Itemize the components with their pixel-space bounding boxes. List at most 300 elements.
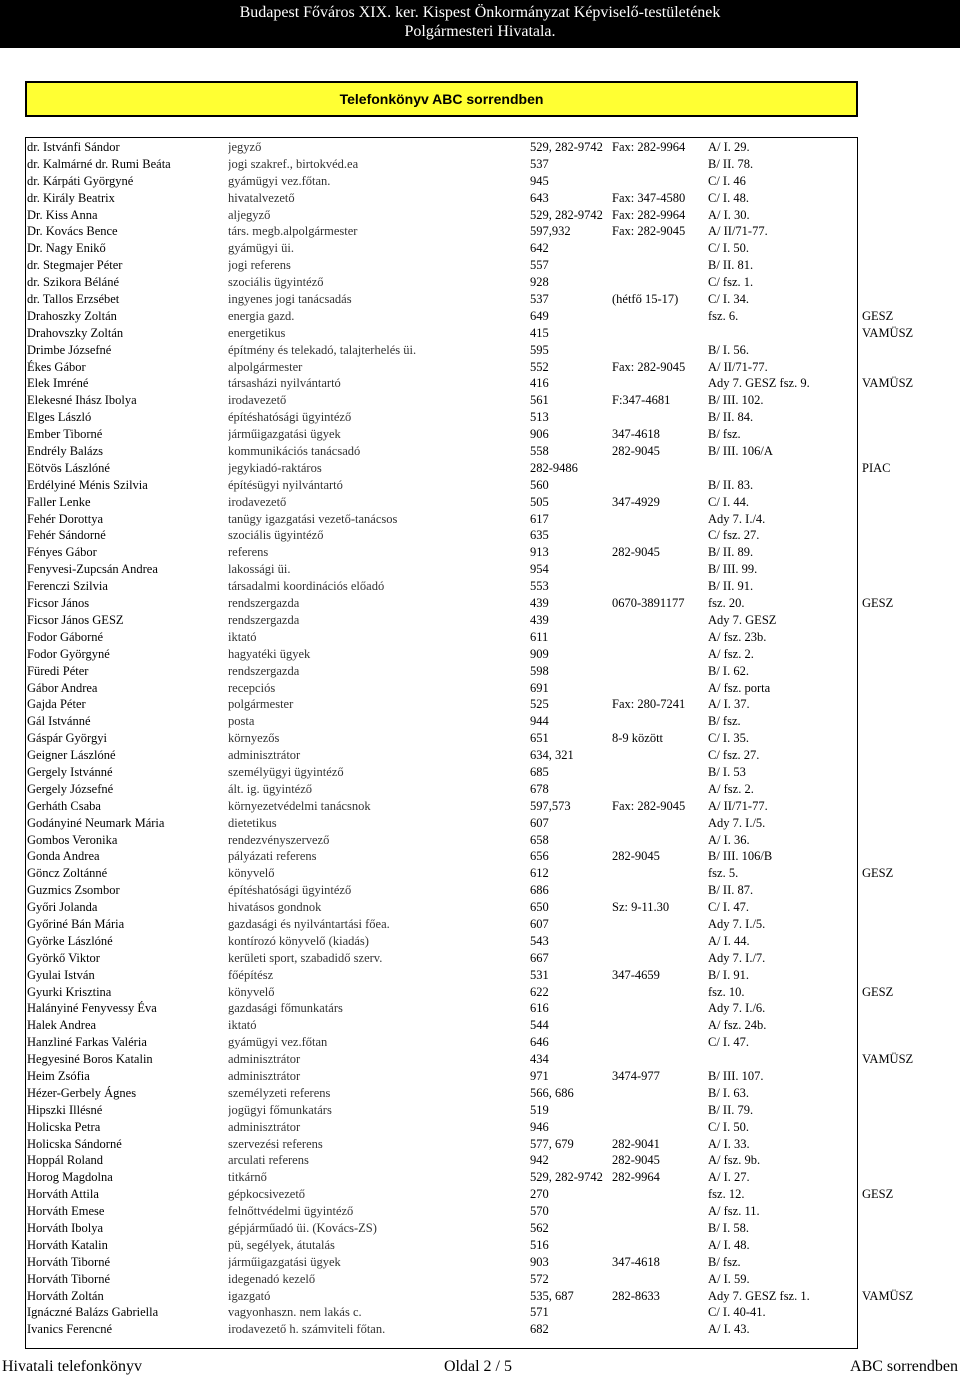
phone-cell: 634, 321: [530, 748, 574, 763]
fax-cell: 282-9964: [612, 1170, 660, 1185]
room-cell: A/ I. 44.: [708, 933, 750, 948]
table-row: [0, 1288, 960, 1305]
room-cell: B/ III. 107.: [708, 1068, 764, 1083]
name-cell: Fodor Gáborné: [27, 629, 104, 644]
phone-cell: 942: [530, 1153, 549, 1168]
room-cell: fsz. 5.: [708, 866, 739, 881]
phone-cell: 622: [530, 984, 549, 999]
name-cell: Ékes Gábor: [27, 359, 86, 374]
room-cell: C/ I. 50.: [708, 1119, 749, 1134]
phone-cell: 572: [530, 1271, 549, 1286]
table-row: [0, 1000, 960, 1017]
footer-left: Hivatali telefonkönyv: [2, 1358, 142, 1375]
room-cell: fsz. 6.: [708, 308, 739, 323]
phone-cell: 519: [530, 1102, 549, 1117]
fax-cell: 282-9045: [612, 444, 660, 459]
room-cell: A/ I. 33.: [708, 1136, 750, 1151]
phone-cell: 682: [530, 1322, 549, 1337]
name-cell: Holicska Sándorné: [27, 1136, 122, 1151]
phone-cell: 612: [530, 866, 549, 881]
role-cell: alpolgármester: [228, 359, 303, 374]
table-row: [0, 696, 960, 713]
name-cell: Heim Zsófia: [27, 1068, 90, 1083]
room-cell: Ady 7. I./7.: [708, 950, 766, 965]
role-cell: gazdasági és nyilvántartási főea.: [228, 916, 390, 931]
room-cell: B/ II. 89.: [708, 545, 754, 560]
table-row: [0, 798, 960, 815]
name-cell: Győriné Bán Mária: [27, 916, 125, 931]
phone-cell: 646: [530, 1035, 549, 1050]
role-cell: építéshatósági ügyintéző: [228, 410, 352, 425]
name-cell: dr. Istvánfi Sándor: [27, 140, 120, 154]
role-cell: vagyonhaszn. nem lakás c.: [228, 1305, 362, 1320]
table-row: [0, 291, 960, 308]
table-row: [0, 477, 960, 494]
phone-cell: 566, 686: [530, 1085, 574, 1100]
table-row: [0, 1068, 960, 1085]
name-cell: dr. Tallos Erzsébet: [27, 292, 120, 307]
room-cell: B/ II. 81.: [708, 258, 754, 273]
room-cell: B/ fsz.: [708, 714, 741, 729]
unit-cell: VAMÜSZ: [862, 376, 914, 391]
phone-cell: 903: [530, 1254, 549, 1269]
phone-cell: 529, 282-9742: [530, 140, 603, 154]
name-cell: Dr. Kiss Anna: [27, 207, 98, 222]
role-cell: gyámügyi üi.: [228, 241, 294, 256]
phone-cell: 909: [530, 646, 549, 661]
name-cell: Elekesné Ihász Ibolya: [27, 393, 137, 408]
phone-cell: 505: [530, 494, 549, 509]
room-cell: fsz. 12.: [708, 1187, 745, 1202]
table-row: [0, 713, 960, 730]
table-row: [0, 1136, 960, 1153]
page-title: Telefonkönyv ABC sorrendben: [25, 81, 858, 117]
table-row: [0, 781, 960, 798]
table-row: [0, 1119, 960, 1136]
room-cell: C/ I. 40-41.: [708, 1305, 766, 1320]
role-cell: építmény és telekadó, talajterhelés üi.: [228, 342, 417, 357]
name-cell: Győri Jolanda: [27, 900, 98, 915]
role-cell: környezetvédelmi tanácsnok: [228, 798, 371, 813]
role-cell: gyámügyi vez.főtan.: [228, 173, 331, 188]
fax-cell: (hétfő 15-17): [612, 292, 679, 307]
phone-cell: 516: [530, 1237, 549, 1252]
room-cell: A/ fsz. 9b.: [708, 1153, 761, 1168]
table-row: [0, 1271, 960, 1288]
name-cell: Guzmics Zsombor: [27, 883, 120, 898]
role-cell: hagyatéki ügyek: [228, 646, 311, 661]
room-cell: B/ I. 62.: [708, 663, 749, 678]
room-cell: A/ I. 30.: [708, 207, 750, 222]
table-row: [0, 612, 960, 629]
fax-cell: 8-9 között: [612, 731, 664, 746]
room-cell: C/ I. 34.: [708, 292, 749, 307]
unit-cell: GESZ: [862, 866, 894, 881]
name-cell: Ferenczi Szilvia: [27, 579, 108, 594]
fax-cell: 282-9045: [612, 849, 660, 864]
room-cell: A/ fsz. 2.: [708, 781, 754, 796]
role-cell: társasházi nyilvántartó: [228, 376, 341, 391]
role-cell: szervezési referens: [228, 1136, 323, 1151]
phone-cell: 617: [530, 511, 549, 526]
name-cell: Dr. Kovács Bence: [27, 224, 118, 239]
header-banner: [0, 0, 960, 48]
name-cell: dr. Kalmárné dr. Rumi Beáta: [27, 156, 171, 171]
role-cell: igazgató: [228, 1288, 271, 1303]
room-cell: B/ fsz.: [708, 1254, 741, 1269]
role-cell: jegyző: [228, 140, 262, 154]
table-row: [0, 815, 960, 832]
name-cell: Drahovszky Zoltán: [27, 325, 124, 340]
role-cell: kerületi sport, szabadidő szerv.: [228, 950, 383, 965]
phone-cell: 557: [530, 258, 549, 273]
phone-cell: 282-9486: [530, 460, 578, 475]
table-row: [0, 511, 960, 528]
name-cell: Fehér Sándorné: [27, 528, 106, 543]
room-cell: A/ I. 27.: [708, 1170, 750, 1185]
role-cell: adminisztrátor: [228, 748, 301, 763]
table-row: [0, 882, 960, 899]
role-cell: könyvelő: [228, 984, 275, 999]
name-cell: Holicska Petra: [27, 1119, 101, 1134]
room-cell: A/ I. 59.: [708, 1271, 750, 1286]
room-cell: A/ fsz. 24b.: [708, 1018, 767, 1033]
room-cell: A/ fsz. 23b.: [708, 629, 767, 644]
table-row: [0, 274, 960, 291]
role-cell: könyvelő: [228, 866, 275, 881]
table-row: [0, 865, 960, 882]
role-cell: iktató: [228, 629, 257, 644]
name-cell: Dr. Nagy Enikő: [27, 241, 106, 256]
phone-cell: 571: [530, 1305, 549, 1320]
room-cell: A/ II/71-77.: [708, 359, 768, 374]
role-cell: felnőttvédelmi ügyintéző: [228, 1204, 354, 1219]
name-cell: dr. Kárpáti Györgyné: [27, 173, 134, 188]
name-cell: Gáspár Györgyi: [27, 731, 107, 746]
fax-cell: Fax: 282-9964: [612, 207, 686, 222]
table-row: [0, 916, 960, 933]
table-row: [0, 460, 960, 477]
role-cell: építéshatósági ügyintéző: [228, 883, 352, 898]
room-cell: C/ fsz. 27.: [708, 748, 760, 763]
footer-right: ABC sorrendben: [850, 1358, 958, 1375]
table-row: [0, 1220, 960, 1237]
phone-cell: 561: [530, 393, 549, 408]
room-cell: B/ I. 63.: [708, 1085, 749, 1100]
phone-cell: 944: [530, 714, 549, 729]
room-cell: A/ fsz. porta: [708, 680, 771, 695]
room-cell: B/ I. 56.: [708, 342, 749, 357]
name-cell: Ember Tiborné: [27, 427, 103, 442]
room-cell: C/ I. 35.: [708, 731, 749, 746]
name-cell: Halek Andrea: [27, 1018, 97, 1033]
name-cell: Ivanics Ferencné: [27, 1322, 113, 1337]
table-row: [0, 1034, 960, 1051]
fax-cell: Fax: 280-7241: [612, 697, 686, 712]
unit-cell: GESZ: [862, 1187, 894, 1202]
room-cell: B/ II. 84.: [708, 410, 754, 425]
phone-cell: 656: [530, 849, 549, 864]
table-row: [0, 494, 960, 511]
fax-cell: Fax: 282-9964: [612, 140, 686, 154]
name-cell: Gonda Andrea: [27, 849, 100, 864]
role-cell: hivatalvezető: [228, 190, 295, 205]
role-cell: kontírozó könyvelő (kiadás): [228, 933, 369, 948]
phone-cell: 685: [530, 764, 549, 779]
name-cell: Godányiné Neumark Mária: [27, 815, 165, 830]
header-line-1: Budapest Főváros XIX. ker. Kispest Önkormányzat Képviselő-testületének: [239, 4, 721, 21]
role-cell: iktató: [228, 1018, 257, 1033]
phone-cell: 560: [530, 477, 549, 492]
room-cell: B/ I. 53: [708, 764, 746, 779]
role-cell: hivatásos gondnok: [228, 900, 322, 915]
phone-cell: 537: [530, 292, 549, 307]
name-cell: Halányiné Fenyvessy Éva: [27, 1001, 157, 1016]
room-cell: fsz. 20.: [708, 596, 745, 611]
role-cell: lakossági üi.: [228, 562, 291, 577]
name-cell: Elges László: [27, 410, 92, 425]
table-row: [0, 1186, 960, 1203]
room-cell: B/ II. 91.: [708, 579, 754, 594]
phone-cell: 946: [530, 1119, 549, 1134]
phone-cell: 597,573: [530, 798, 571, 813]
role-cell: energetikus: [228, 325, 286, 340]
role-cell: recepciós: [228, 680, 276, 695]
role-cell: társ. megb.alpolgármester: [228, 224, 358, 239]
phone-cell: 598: [530, 663, 549, 678]
room-cell: B/ III. 106/B: [708, 849, 773, 864]
fax-cell: Fax: 282-9045: [612, 798, 686, 813]
room-cell: B/ III. 102.: [708, 393, 764, 408]
name-cell: Faller Lenke: [27, 494, 91, 509]
name-cell: Fehér Dorottya: [27, 511, 104, 526]
name-cell: Gál Istvánné: [27, 714, 91, 729]
phone-cell: 954: [530, 562, 549, 577]
phone-cell: 928: [530, 275, 549, 290]
phone-cell: 570: [530, 1204, 549, 1219]
table-row: [0, 1254, 960, 1271]
table-row: [0, 1321, 960, 1338]
table-row: [0, 747, 960, 764]
phone-cell: 544: [530, 1018, 549, 1033]
phone-cell: 658: [530, 832, 549, 847]
table-row: [0, 1017, 960, 1034]
room-cell: A/ II/71-77.: [708, 224, 768, 239]
room-cell: A/ I. 36.: [708, 832, 750, 847]
room-cell: C/ I. 48.: [708, 190, 749, 205]
name-cell: Füredi Péter: [27, 663, 89, 678]
phone-cell: 643: [530, 190, 549, 205]
name-cell: Eötvös Lászlóné: [27, 460, 110, 475]
name-cell: Horváth Tiborné: [27, 1254, 110, 1269]
role-cell: arculati referens: [228, 1153, 309, 1168]
role-cell: irodavezető h. számviteli főtan.: [228, 1322, 386, 1337]
table-row: [0, 764, 960, 781]
role-cell: rendszergazda: [228, 663, 300, 678]
role-cell: kommunikációs tanácsadó: [228, 444, 361, 459]
role-cell: társadalmi koordinációs előadó: [228, 579, 385, 594]
name-cell: Hegyesiné Boros Katalin: [27, 1052, 153, 1067]
room-cell: fsz. 10.: [708, 984, 745, 999]
name-cell: Endrély Balázs: [27, 444, 104, 459]
table-row: [0, 578, 960, 595]
fax-cell: F:347-4681: [612, 393, 671, 408]
role-cell: gépjárműadó üi. (Kovács-ZS): [228, 1221, 377, 1235]
role-cell: adminisztrátor: [228, 1052, 301, 1067]
table-row: [0, 207, 960, 224]
table-row: [0, 1237, 960, 1254]
room-cell: C/ I. 44.: [708, 494, 749, 509]
table-row: [0, 984, 960, 1001]
table-row: [0, 257, 960, 274]
name-cell: Drahoszky Zoltán: [27, 308, 117, 323]
table-row: [0, 646, 960, 663]
fax-cell: 347-4618: [612, 1254, 660, 1269]
phone-cell: 439: [530, 612, 549, 627]
table-row: [0, 139, 960, 156]
room-cell: A/ II/71-77.: [708, 798, 768, 813]
table-row: [0, 950, 960, 967]
table-row: [0, 1051, 960, 1068]
phone-cell: 416: [530, 376, 549, 391]
name-cell: Horog Magdolna: [27, 1170, 113, 1185]
phone-cell: 562: [530, 1221, 549, 1235]
phone-cell: 678: [530, 781, 549, 796]
phone-cell: 642: [530, 241, 549, 256]
phone-cell: 577, 679: [530, 1136, 574, 1151]
role-cell: jegykiadó-raktáros: [228, 460, 322, 475]
phone-cell: 525: [530, 697, 549, 712]
phone-cell: 607: [530, 916, 549, 931]
room-cell: Ady 7. I./6.: [708, 1001, 766, 1016]
unit-cell: GESZ: [862, 308, 894, 323]
phone-table: [0, 139, 960, 1338]
room-cell: B/ II. 83.: [708, 477, 754, 492]
fax-cell: 282-8633: [612, 1288, 660, 1303]
room-cell: A/ I. 43.: [708, 1322, 750, 1337]
table-row: [0, 561, 960, 578]
table-row: [0, 967, 960, 984]
role-cell: rendezvényszervező: [228, 832, 330, 847]
name-cell: Horváth Zoltán: [27, 1288, 104, 1303]
name-cell: Gajda Péter: [27, 697, 86, 712]
name-cell: Györke Lászlóné: [27, 933, 113, 948]
role-cell: referens: [228, 545, 269, 560]
name-cell: Ficsor János: [27, 596, 90, 611]
role-cell: építésügyi nyilvántartó: [228, 477, 343, 492]
phone-cell: 906: [530, 427, 549, 442]
role-cell: idegenadó kezelő: [228, 1271, 316, 1286]
name-cell: Gergely Józsefné: [27, 781, 114, 796]
phone-cell: 691: [530, 680, 549, 695]
name-cell: Gergely Istvánné: [27, 764, 113, 779]
table-row: [0, 1169, 960, 1186]
room-cell: C/ I. 47.: [708, 1035, 749, 1050]
role-cell: főépítész: [228, 967, 274, 982]
phone-cell: 537: [530, 156, 549, 171]
role-cell: adminisztrátor: [228, 1119, 301, 1134]
table-row: [0, 1304, 960, 1321]
name-cell: dr. Stegmajer Péter: [27, 258, 123, 273]
role-cell: gépkocsivezető: [228, 1187, 306, 1202]
table-row: [0, 409, 960, 426]
name-cell: Horváth Tiborné: [27, 1271, 110, 1286]
role-cell: szociális ügyintéző: [228, 528, 324, 543]
role-cell: dietetikus: [228, 815, 277, 830]
role-cell: posta: [228, 714, 255, 729]
unit-cell: VAMÜSZ: [862, 1052, 914, 1067]
fax-cell: Sz: 9-11.30: [612, 900, 670, 915]
role-cell: jogi szakref., birtokvéd.ea: [228, 156, 359, 171]
unit-cell: PIAC: [862, 460, 891, 475]
table-row: [0, 848, 960, 865]
name-cell: dr. Szikora Béláné: [27, 275, 119, 290]
table-row: [0, 426, 960, 443]
role-cell: polgármester: [228, 697, 294, 712]
room-cell: B/ III. 99.: [708, 562, 758, 577]
phone-cell: 945: [530, 173, 549, 188]
role-cell: ált. ig. ügyintéző: [228, 781, 313, 796]
table-row: [0, 663, 960, 680]
name-cell: Hézer-Gerbely Ágnes: [27, 1085, 137, 1100]
name-cell: Gerháth Csaba: [27, 798, 101, 813]
role-cell: jogügyi főmunkatárs: [228, 1102, 332, 1117]
role-cell: gazdasági főmunkatárs: [228, 1001, 343, 1016]
phone-cell: 529, 282-9742: [530, 1170, 603, 1185]
table-row: [0, 832, 960, 849]
table-row: [0, 629, 960, 646]
phone-cell: 667: [530, 950, 549, 965]
room-cell: Ady 7. I./5.: [708, 916, 766, 931]
role-cell: tanügy igazgatási vezető-tanácsos: [228, 511, 398, 526]
table-row: [0, 375, 960, 392]
fax-cell: 347-4618: [612, 427, 660, 442]
table-row: [0, 730, 960, 747]
phone-cell: 971: [530, 1068, 549, 1083]
phone-cell: 649: [530, 308, 549, 323]
room-cell: A/ I. 48.: [708, 1237, 750, 1252]
room-cell: Ady 7. I./5.: [708, 815, 766, 830]
role-cell: adminisztrátor: [228, 1068, 301, 1083]
fax-cell: 282-9041: [612, 1136, 660, 1151]
table-row: [0, 1203, 960, 1220]
unit-cell: VAMÜSZ: [862, 325, 914, 340]
phone-cell: 552: [530, 359, 549, 374]
name-cell: Hoppál Roland: [27, 1153, 104, 1168]
table-row: [0, 240, 960, 257]
fax-cell: 3474-977: [612, 1068, 660, 1083]
table-row: [0, 223, 960, 240]
name-cell: Horváth Katalin: [27, 1237, 108, 1252]
phone-cell: 611: [530, 629, 549, 644]
role-cell: személyügyi ügyintéző: [228, 764, 344, 779]
table-row: [0, 308, 960, 325]
name-cell: dr. Király Beatrix: [27, 190, 115, 205]
fax-cell: 0670-3891177: [612, 596, 685, 611]
table-row: [0, 527, 960, 544]
name-cell: Horváth Attila: [27, 1187, 99, 1202]
room-cell: A/ fsz. 2.: [708, 646, 754, 661]
role-cell: szociális ügyintéző: [228, 275, 324, 290]
table-row: [0, 544, 960, 561]
role-cell: irodavezető: [228, 393, 287, 408]
phone-cell: 616: [530, 1001, 549, 1016]
fax-cell: 347-4659: [612, 967, 660, 982]
table-row: [0, 899, 960, 916]
table-row: [0, 359, 960, 376]
room-cell: A/ I. 37.: [708, 697, 750, 712]
phone-cell: 535, 687: [530, 1288, 574, 1303]
